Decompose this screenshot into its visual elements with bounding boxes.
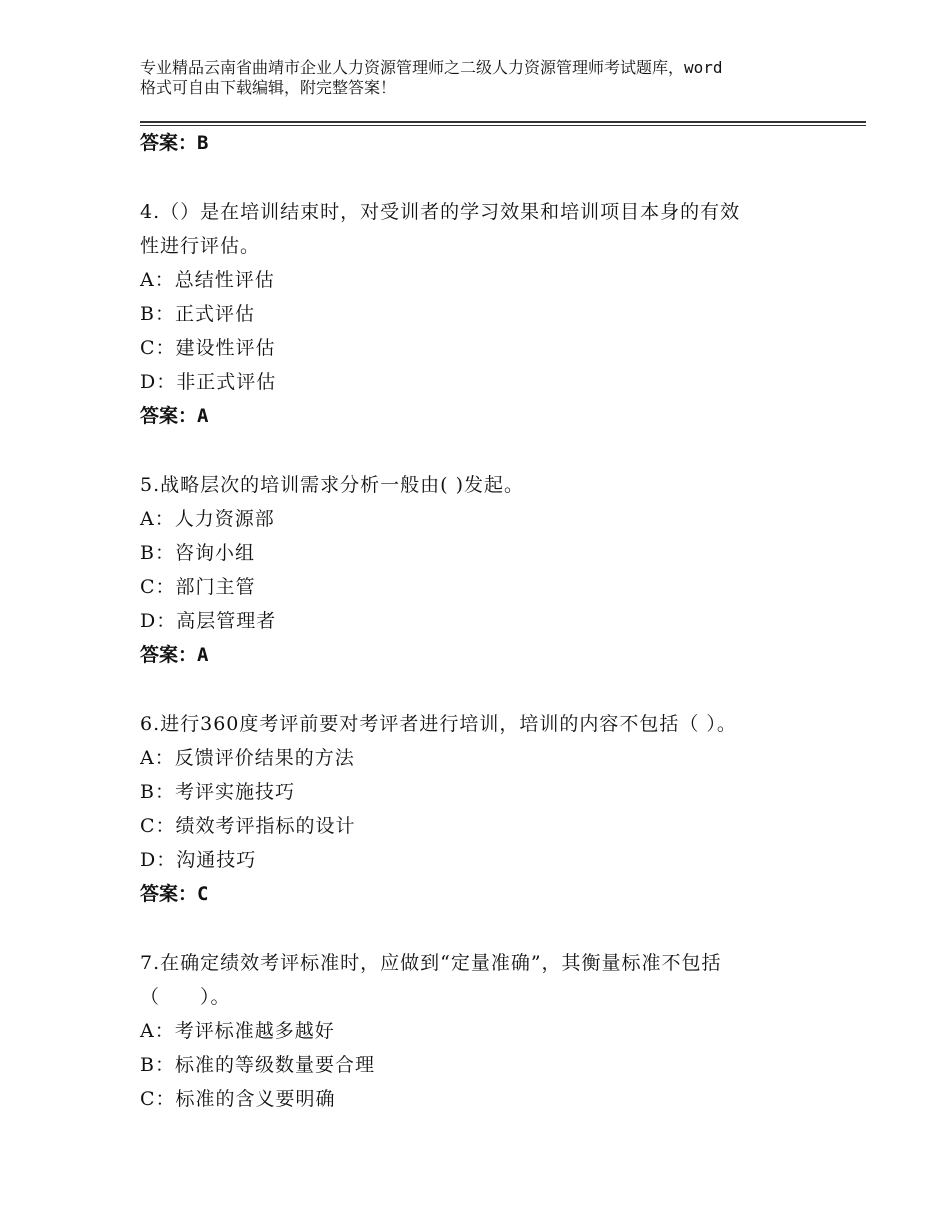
answer-value: A xyxy=(197,644,209,666)
header-divider xyxy=(140,121,866,123)
question-6-stem: 6.进行360度考评前要对考评者进行培训，培训的内容不包括（ ）。 xyxy=(140,713,737,735)
question-4-answer xyxy=(140,399,208,433)
question-5-option-c: C：部门主管 xyxy=(140,576,256,598)
question-4-option-a: A：总结性评估 xyxy=(140,269,275,291)
question-6-option-a: A：反馈评价结果的方法 xyxy=(140,747,355,769)
question-7-stem-line-2: （ ）。 xyxy=(140,986,231,1008)
question-6-option-b: B：考评实施技巧 xyxy=(140,781,295,803)
answer-prev xyxy=(140,126,208,160)
question-6-answer xyxy=(140,877,208,911)
answer-value: B xyxy=(197,132,209,154)
question-4-option-b: B：正式评估 xyxy=(140,303,255,325)
answer-label: 答案： xyxy=(140,644,198,666)
question-5-answer xyxy=(140,638,208,672)
question-5-stem: 5.战略层次的培训需求分析一般由( )发起。 xyxy=(140,474,524,496)
answer-label: 答案： xyxy=(140,132,198,154)
question-7-option-c: C：标准的含义要明确 xyxy=(140,1088,336,1110)
question-5-option-d: D：高层管理者 xyxy=(140,610,277,632)
header-line-2: 格式可自由下载编辑，附完整答案！ xyxy=(140,78,397,97)
question-4-option-d: D：非正式评估 xyxy=(140,371,277,393)
question-5-option-b: B：咨询小组 xyxy=(140,542,255,564)
question-7-stem-line-1: 7.在确定绩效考评标准时，应做到“定量准确”，其衡量标准不包括 xyxy=(140,952,722,974)
question-6-option-c: C：绩效考评指标的设计 xyxy=(140,815,356,837)
question-7-option-b: B：标准的等级数量要合理 xyxy=(140,1054,375,1076)
answer-value: C xyxy=(197,883,209,905)
answer-label: 答案： xyxy=(140,405,198,427)
question-5-option-a: A：人力资源部 xyxy=(140,508,275,530)
question-4-stem-line-2: 性进行评估。 xyxy=(140,235,261,257)
answer-value: A xyxy=(197,405,209,427)
document-header xyxy=(140,58,840,98)
question-6-option-d: D：沟通技巧 xyxy=(140,849,257,871)
question-4-option-c: C：建设性评估 xyxy=(140,337,276,359)
question-4-stem-line-1: 4.（）是在培训结束时，对受训者的学习效果和培训项目本身的有效 xyxy=(140,201,741,223)
header-line-1: 专业精品云南省曲靖市企业人力资源管理师之二级人力资源管理师考试题库，word xyxy=(140,58,723,77)
answer-label: 答案： xyxy=(140,883,198,905)
question-7-option-a: A：考评标准越多越好 xyxy=(140,1020,335,1042)
header-divider-thin xyxy=(140,125,866,126)
